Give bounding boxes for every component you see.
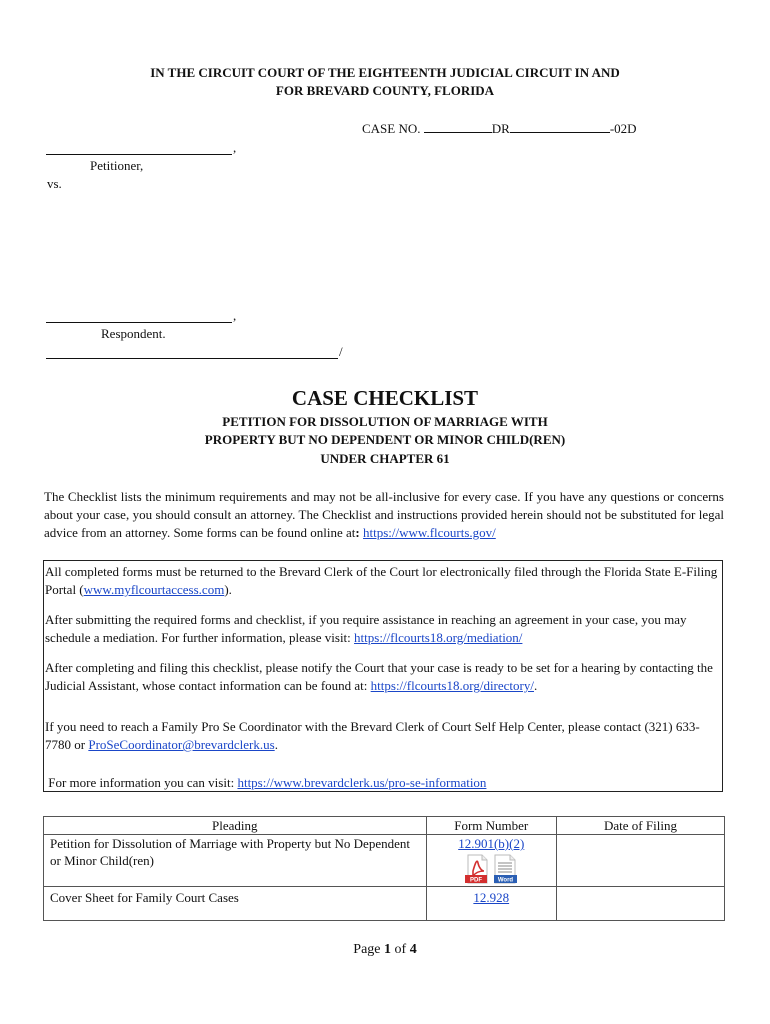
subtitle-line1: PETITION FOR DISSOLUTION OF MARRIAGE WITH xyxy=(222,414,548,429)
box-p4-text: If you need to reach a Family Pro Se Coordinator with the Brevard Clerk of Court Self Help Center, please contact (321) 633-7780 or xyxy=(45,719,700,752)
caption-slash: / xyxy=(339,344,343,359)
document-title: CASE CHECKLIST xyxy=(291,386,479,410)
box-paragraph-mediation xyxy=(44,611,721,647)
box-p2-text: After submitting the required forms and checklist, if you require assistance in reaching an agreement in your case, you may schedule a mediation. For further information, please visit: xyxy=(45,612,687,645)
case-no-label: CASE NO. xyxy=(362,121,421,136)
caption-close-line xyxy=(46,358,338,359)
box-p1-text: All completed forms must be returned to the Brevard Clerk of the Court lor electronically filed through the Florida State E-Filing Portal ( xyxy=(45,564,718,597)
date-of-filing-cell xyxy=(556,835,724,887)
word-icon-label: Word xyxy=(498,877,514,884)
box-paragraph-hearing xyxy=(44,659,721,695)
prose-coordinator-email-link[interactable]: ProSeCoordinator@brevardclerk.us xyxy=(88,737,275,752)
subtitle-line2: PROPERTY BUT NO DEPENDENT OR MINOR CHILD(REN) xyxy=(204,432,566,447)
respondent-name-line xyxy=(46,322,232,323)
pdf-icon[interactable] xyxy=(464,854,490,884)
case-number xyxy=(362,120,637,138)
header-date-of-filing: Date of Filing xyxy=(556,817,724,835)
table-header-row xyxy=(44,817,725,835)
respondent-label: Respondent. xyxy=(101,326,166,341)
box-p3-text: After completing and filing this checklist, please notify the Court that your case is ready to be set for a hearing by contacting the Judicial Assistant, whose contact information can be found at: xyxy=(45,660,713,693)
box-p4-end: . xyxy=(274,737,278,752)
intro-paragraph xyxy=(44,488,724,542)
petitioner-label: Petitioner, xyxy=(90,158,144,173)
form-link[interactable]: 12.928 xyxy=(473,890,510,905)
box-p3-end: . xyxy=(533,678,538,693)
page-number: 1 xyxy=(384,942,392,957)
download-icons xyxy=(433,854,550,884)
page-total: 4 xyxy=(409,942,417,957)
flcourts-link[interactable]: https://www.flcourts.gov/ xyxy=(363,525,496,540)
box-paragraph-efiling xyxy=(44,563,721,599)
table-row xyxy=(44,835,725,887)
box-paragraph-coordinator xyxy=(44,718,721,754)
date-of-filing-cell xyxy=(556,887,724,921)
directory-link[interactable]: https://flcourts18.org/directory/ xyxy=(370,678,534,693)
myflcourtaccess-link[interactable]: www.myflcourtaccess.com xyxy=(83,582,225,597)
vs-label: vs. xyxy=(47,176,62,191)
case-no-suffix: -02D xyxy=(609,121,637,136)
brevardclerk-pro-se-link[interactable]: https://www.brevardclerk.us/pro-se-information xyxy=(237,775,487,790)
form-link[interactable]: 12.901(b)(2) xyxy=(458,836,525,851)
intro-colon: : xyxy=(355,525,360,540)
header-pleading: Pleading xyxy=(44,817,427,835)
petitioner-name-line xyxy=(46,154,232,155)
pleading-cell: Petition for Dissolution of Marriage with Property but No Dependent or Minor Child(ren) xyxy=(44,835,427,887)
respondent-comma: , xyxy=(233,308,237,323)
subtitle-line3: UNDER CHAPTER 61 xyxy=(320,451,450,466)
page-label: Page xyxy=(353,942,381,957)
page-footer xyxy=(40,942,730,958)
box-p1-end: ). xyxy=(224,582,232,597)
form-number-cell xyxy=(426,887,556,921)
word-icon[interactable] xyxy=(492,854,518,884)
box-paragraph-more-info xyxy=(44,774,721,792)
table-row xyxy=(44,887,725,921)
form-number-cell xyxy=(426,835,556,887)
case-no-dr: DR xyxy=(491,121,510,136)
pdf-icon-label: PDF xyxy=(470,877,483,884)
petitioner-comma: , xyxy=(233,140,237,155)
pleading-cell: Cover Sheet for Family Court Cases xyxy=(44,887,427,921)
case-no-blank-2 xyxy=(510,132,610,133)
court-heading-line2: FOR BREVARD COUNTY, FLORIDA xyxy=(275,83,495,98)
case-no-blank-1 xyxy=(424,132,492,133)
header-form-number: Form Number xyxy=(426,817,556,835)
court-heading-line1: IN THE CIRCUIT COURT OF THE EIGHTEENTH JUDICIAL CIRCUIT IN AND xyxy=(150,65,620,80)
box-p5-text: For more information you can visit: xyxy=(45,775,238,790)
mediation-link[interactable]: https://flcourts18.org/mediation/ xyxy=(354,630,523,645)
page-of-label: of xyxy=(394,942,407,957)
instructions-box xyxy=(43,560,723,792)
intro-text: The Checklist lists the minimum requirements and may not be all-inclusive for every case. If you have any questions or concerns about your case, you should consult an attorney. The Checklist and instructions provided herein should not be substituted for legal advice from an attorney. Some forms can be found online at xyxy=(44,489,724,540)
pleadings-table xyxy=(43,816,725,921)
